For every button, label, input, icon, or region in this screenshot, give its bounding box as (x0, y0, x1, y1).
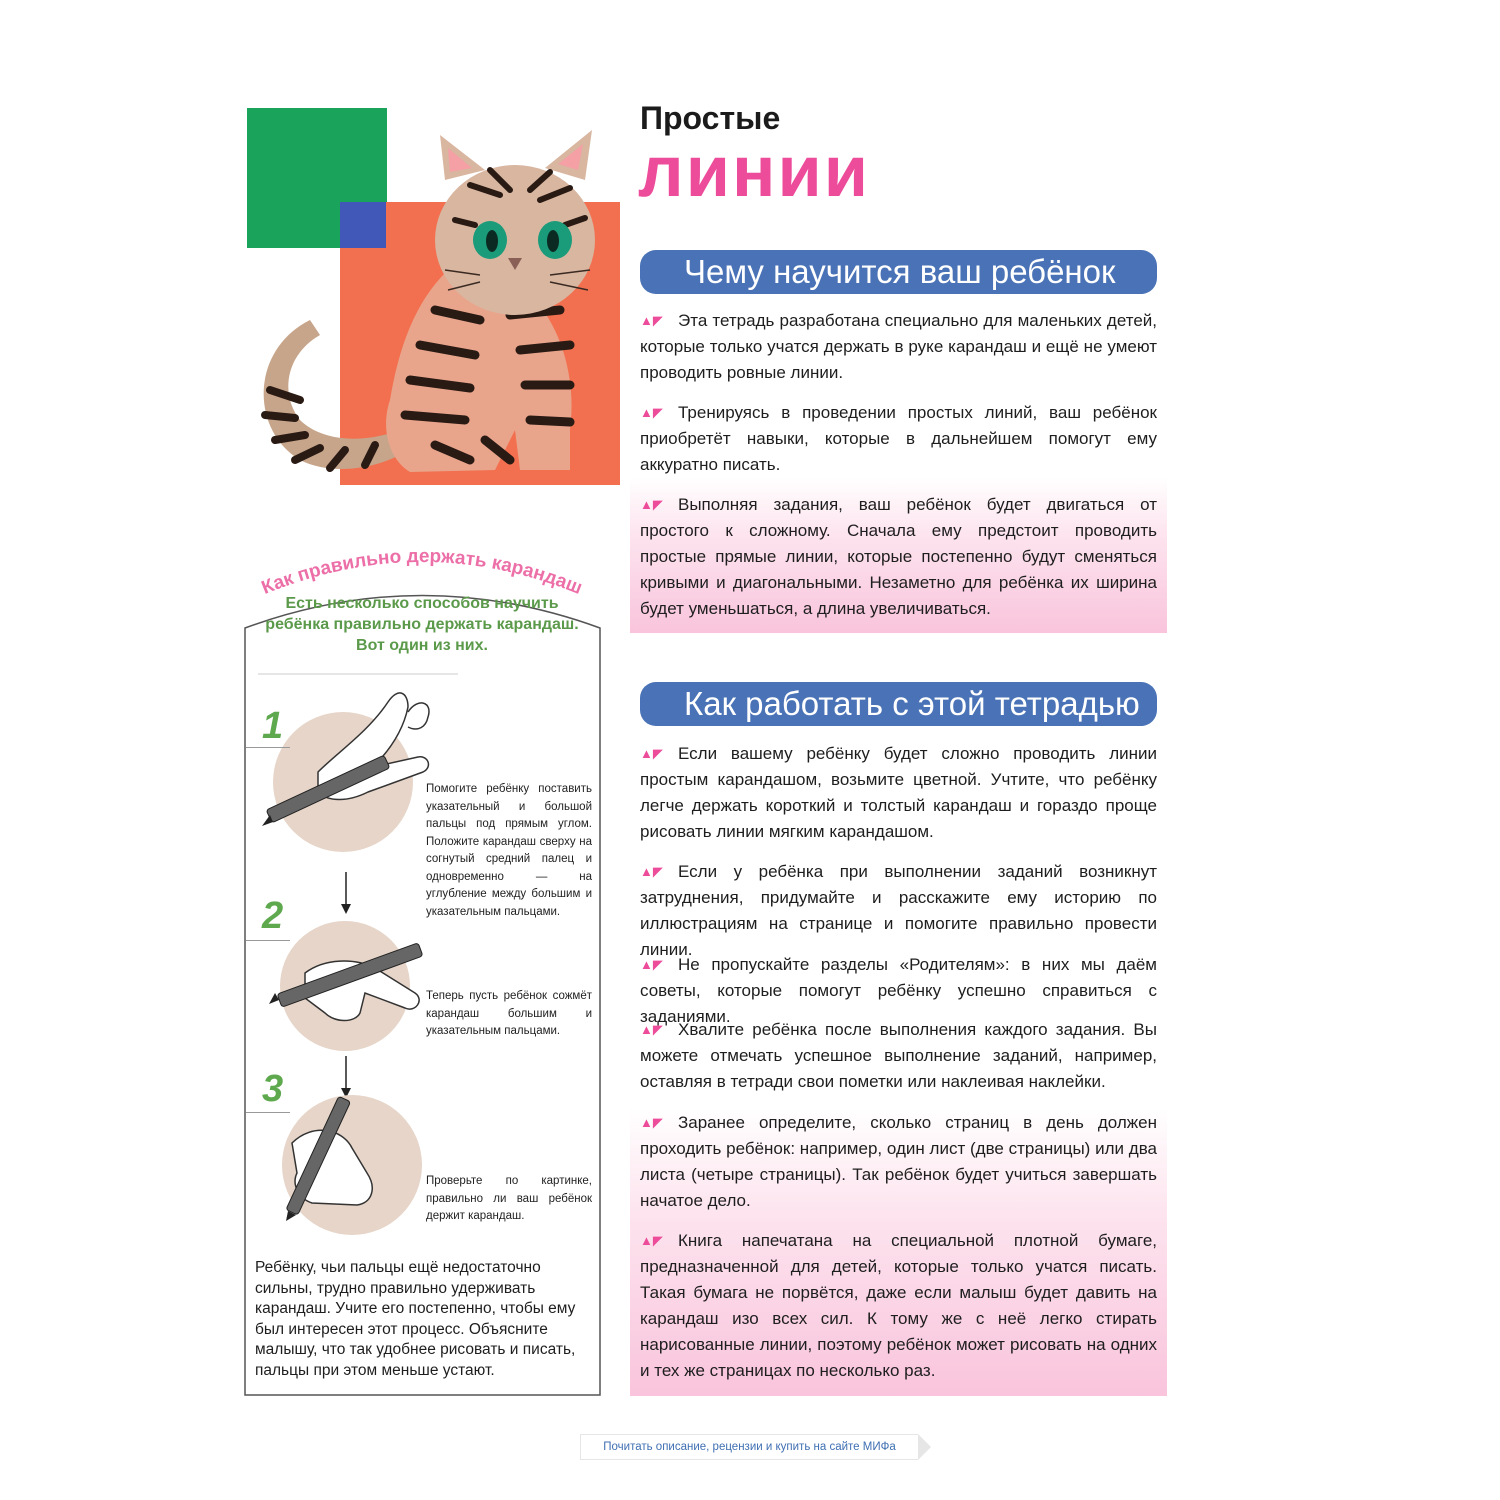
arrow-down-icon (340, 1056, 352, 1098)
pencil-guide-bottom-note: Ребёнку, чьи пальцы ещё недостаточно сильны, трудно правильно удерживать карандаш. Учите его постепенно, чтобы ему был интересен этот процесс. Объясните малышу, что так удобнее рисовать и писать, пальцы при этом меньше устают. (255, 1259, 576, 1379)
section1-paragraph-1 (640, 308, 1157, 386)
step-number-2: 2 (262, 895, 284, 937)
triangle-bullet-icon: ▲◤ (640, 313, 663, 328)
hand-step-3-illustration (272, 1093, 432, 1238)
paragraph-text: Заранее определите, сколько страниц в день должен проходить ребёнок: например, один лист (две страницы) или два листа (четыре страницы). Так ребёнок будет учиться завершать начатое дело. (640, 1113, 1157, 1210)
step-number-1: 1 (262, 705, 284, 747)
triangle-bullet-icon: ▲◤ (640, 1022, 663, 1037)
section2-paragraph-4 (640, 1017, 1157, 1095)
section1-paragraph-2 (640, 400, 1157, 478)
step-1-text: Помогите ребёнку поставить указательный и большой пальцы под прямым углом. Положите карандаш сверху на согнутый средний палец и одновременно — на углубление между большим и указательным пальцами. (426, 783, 592, 918)
step-divider (246, 940, 290, 941)
cat-illustration (240, 100, 625, 490)
triangle-bullet-icon: ▲◤ (640, 405, 663, 420)
triangle-bullet-icon: ▲◤ (640, 1233, 663, 1248)
triangle-bullet-icon: ▲◤ (640, 957, 663, 972)
buy-on-mif-link[interactable] (580, 1434, 918, 1460)
step-number-3: 3 (262, 1068, 284, 1110)
paragraph-text: Выполняя задания, ваш ребёнок будет двигаться от простого к сложному. Сначала ему предстоит проводить простые прямые линии, которые постепенно будут сменяться кривыми и диагональными. Незаметно для ребёнка их ширина будет уменьшаться, а длина увеличиваться. (640, 495, 1157, 618)
paragraph-text: Хвалите ребёнка после выполнения каждого задания. Вы можете отмечать успешное выполнение заданий, например, оставляя в тетради свои пометки или наклеивая наклейки. (640, 1020, 1157, 1091)
triangle-bullet-icon: ▲◤ (640, 746, 663, 761)
triangle-bullet-icon: ▲◤ (640, 497, 663, 512)
pencil-guide-intro: Есть несколько способов научить ребёнка правильно держать карандаш. Вот один из них. (265, 595, 579, 654)
paragraph-text: Не пропускайте разделы «Родителям»: в них мы даём советы, которые помогут ребёнку успешно справиться с заданиями. (640, 955, 1157, 1026)
section2-paragraph-6 (640, 1228, 1157, 1384)
hand-step-2-illustration (265, 918, 435, 1053)
buy-on-mif-link-text[interactable]: Почитать описание, рецензии и купить на сайте МИФа (603, 1441, 896, 1453)
pencil-guide-title-text: Как правильно держать карандаш (258, 545, 586, 599)
paragraph-text: Если у ребёнка при выполнении заданий возникнут затруднения, придумайте и расскажите ему историю по иллюстрациям на странице и помогите правильно провести линии. (640, 862, 1157, 959)
paragraph-text: Эта тетрадь разработана специально для маленьких детей, которые только учатся держать в руке карандаш и ещё не умеют проводить ровные линии. (640, 311, 1157, 382)
title-prefix: Простые (640, 100, 781, 136)
triangle-bullet-icon: ▲◤ (640, 1115, 663, 1130)
arrow-down-icon (340, 872, 352, 914)
paragraph-text: Книга напечатана на специальной плотной бумаге, предназначенной для детей, которые только учатся писать. Такая бумага не порвётся, даже если малыш будет давить на карандаш изо всех сил. К тому же с неё легко стирать нарисованные линии, поэтому ребёнок может рисовать на одних и тех же страницах по несколько раз. (640, 1231, 1157, 1380)
paragraph-text: Если вашему ребёнку будет сложно проводить линии простым карандашом, возьмите цветной. Учтите, что ребёнку легче держать короткий и толстый карандаш и гораздо проще рисовать линии мягким карандашом. (640, 744, 1157, 841)
step-divider (246, 747, 290, 748)
section2-paragraph-5 (640, 1110, 1157, 1214)
section2-paragraph-1 (640, 741, 1157, 845)
section-heading-how-to-use: Как работать с этой тетрадью (640, 682, 1157, 726)
section1-paragraph-3 (640, 492, 1157, 622)
section2-paragraph-2 (640, 859, 1157, 963)
section-heading-what-child-learns: Чему научится ваш ребёнок (640, 250, 1157, 294)
step-3-text: Проверьте по картинке, правильно ли ваш ребёнок держит карандаш. (426, 1175, 592, 1222)
step-divider (246, 1112, 290, 1113)
triangle-bullet-icon: ▲◤ (640, 864, 663, 879)
paragraph-text: Тренируясь в проведении простых линий, ваш ребёнок приобретёт навыки, которые в дальнейшем помогут ему аккуратно писать. (640, 403, 1157, 474)
step-2-text: Теперь пусть ребёнок сожмёт карандаш большим и указательным пальцами. (426, 990, 592, 1037)
page-title: линии (638, 132, 871, 212)
